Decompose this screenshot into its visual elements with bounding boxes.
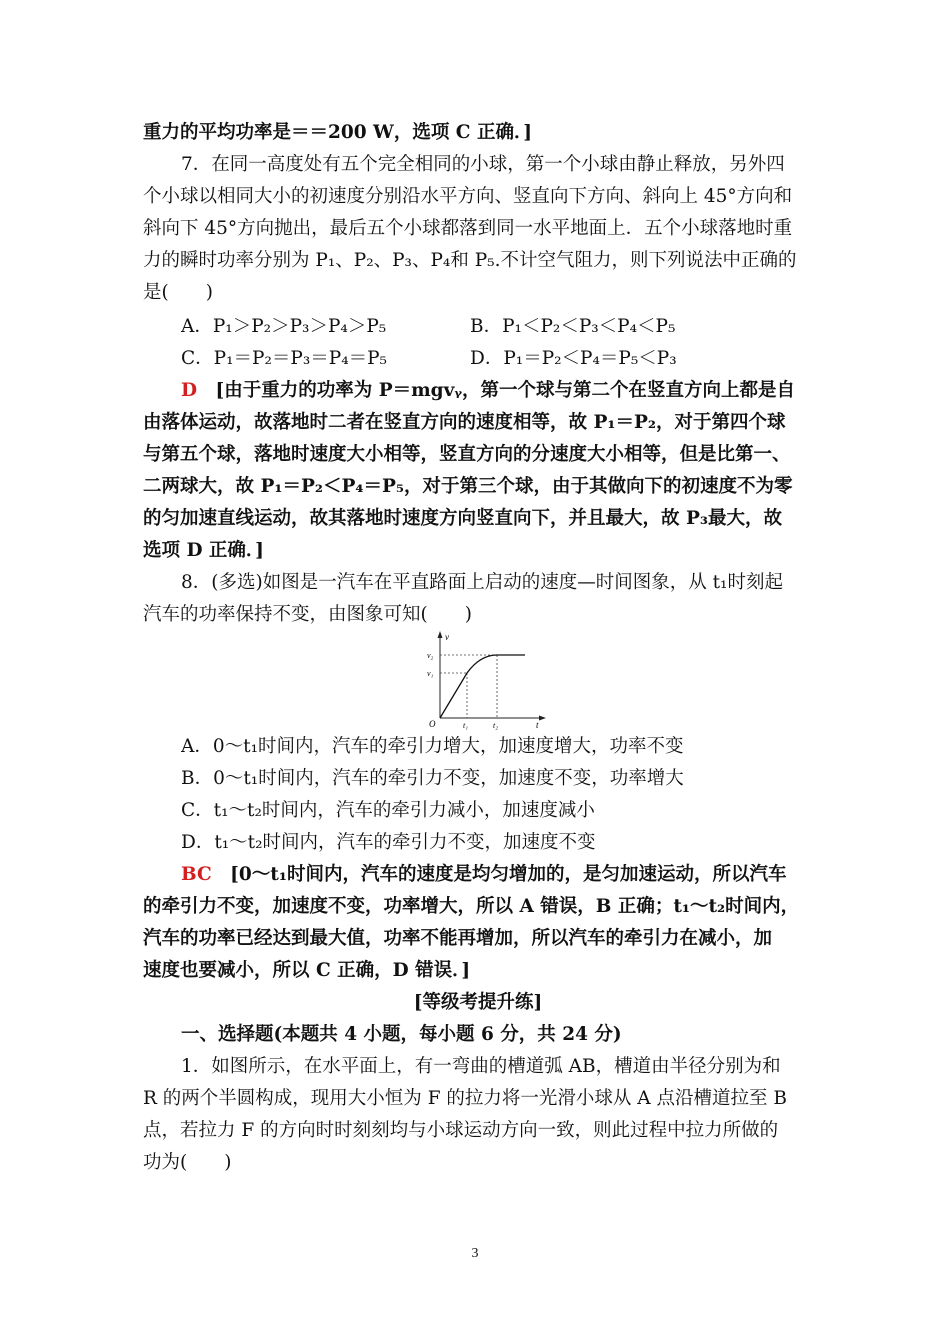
q8-stem-line: 汽车的功率保持不变，由图象可知( ) bbox=[143, 604, 472, 625]
t2-label: t₂ bbox=[493, 721, 499, 730]
q7-stem-line: 个小球以相同大小的初速度分别沿水平方向、竖直向下方向、斜向上 45°方向和 bbox=[143, 186, 793, 207]
q1-stem-line: 点，若拉力 F 的方向时时刻刻均与小球运动方向一致，则此过程中拉力所做的 bbox=[143, 1120, 779, 1141]
q7-option-a: A．P₁＞P₂＞P₃＞P₄＞P₅ bbox=[181, 316, 387, 337]
q7-answer-line bbox=[181, 376, 813, 406]
v2-label: v₂ bbox=[427, 651, 434, 660]
q7-option-c: C．P₁＝P₂＝P₃＝P₄＝P₅ bbox=[181, 348, 387, 369]
v-axis-label: v bbox=[445, 632, 449, 642]
q7-option-b: B．P₁＜P₂＜P₃＜P₄＜P₅ bbox=[470, 316, 676, 337]
t-axis-label: t bbox=[536, 720, 539, 730]
q1-stem-line: R 的两个半圆构成，现用大小恒为 F 的拉力将一光滑小球从 A 点沿槽道拉至 B bbox=[143, 1088, 788, 1109]
q7-stem-line: 斜向下 45°方向抛出，最后五个小球都落到同一水平地面上．五个小球落地时重 bbox=[143, 218, 793, 239]
t1-label: t₁ bbox=[463, 721, 469, 730]
q7-option-d: D．P₁＝P₂＜P₄＝P₅＜P₃ bbox=[470, 348, 677, 369]
q7-stem-line: 是( ) bbox=[143, 282, 213, 303]
q8-explanation-text: [0～t₁时间内，汽车的速度是均匀增加的，是匀加速运动，所以汽车 bbox=[230, 864, 787, 885]
v1-label: v₁ bbox=[427, 669, 434, 678]
q7-stem-line: 力的瞬时功率分别为 P₁、P₂、P₃、P₄和 P₅.不计空气阻力，则下列说法中正确的 bbox=[143, 250, 797, 271]
q1-stem-line: 功为( ) bbox=[143, 1152, 232, 1173]
q8-answer-label: BC bbox=[181, 864, 212, 885]
q8-option-b: B．0～t₁时间内，汽车的牵引力不变，加速度不变，功率增大 bbox=[181, 768, 684, 789]
q8-stem-line: 8．(多选)如图是一汽车在平直路面上启动的速度—时间图象，从 t₁时刻起 bbox=[181, 572, 783, 593]
velocity-time-graph bbox=[425, 628, 550, 730]
q7-explanation-line: 与第五个球，落地时速度大小相等，竖直方向的分速度大小相等，但是比第一、 bbox=[143, 444, 791, 465]
q7-explanation-line: 由落体运动，故落地时二者在竖直方向的速度相等，故 P₁＝P₂，对于第四个球 bbox=[143, 412, 786, 433]
q8-explanation-line: 速度也要减小，所以 C 正确，D 错误．] bbox=[143, 960, 471, 981]
q7-options-row bbox=[181, 312, 813, 342]
q8-option-c: C．t₁～t₂时间内，汽车的牵引力减小，加速度减小 bbox=[181, 800, 595, 821]
origin-label: O bbox=[429, 719, 436, 729]
velocity-curve bbox=[440, 655, 525, 718]
q7-answer-label: D bbox=[181, 380, 198, 401]
section-heading: 一、选择题(本题共 4 小题，每小题 6 分，共 24 分) bbox=[181, 1024, 622, 1045]
page-number: 3 bbox=[471, 1246, 479, 1261]
q8-option-a: A．0～t₁时间内，汽车的牵引力增大，加速度增大，功率不变 bbox=[181, 736, 684, 757]
q7-explanation-line: 选项 D 正确．] bbox=[143, 540, 264, 561]
q7-stem-line: 7．在同一高度处有五个完全相同的小球，第一个小球由静止释放，另外四 bbox=[181, 154, 785, 175]
q8-explanation-line: 的牵引力不变，加速度不变，功率增大，所以 A 错误，B 正确；t₁～t₂时间内， bbox=[143, 896, 800, 917]
q1-stem-line: 1．如图所示，在水平面上，有一弯曲的槽道弧 AB，槽道由半径分别为和 bbox=[181, 1056, 781, 1077]
q7-options-row bbox=[181, 344, 813, 374]
q7-explanation-line: 的匀加速直线运动，故其落地时速度方向竖直向下，并且最大，故 P₃最大，故 bbox=[143, 508, 782, 529]
q8-answer-line bbox=[181, 860, 813, 890]
q8-option-d: D．t₁～t₂时间内，汽车的牵引力不变，加速度不变 bbox=[181, 832, 596, 853]
v-axis-arrow bbox=[438, 631, 443, 638]
q7-explanation-line: 二两球大，故 P₁＝P₂＜P₄＝P₅，对于第三个球，由于其做向下的初速度不为零 bbox=[143, 476, 793, 497]
t-axis-arrow bbox=[539, 716, 546, 721]
section-title: [等级考提升练] bbox=[413, 992, 543, 1013]
q8-explanation-line: 汽车的功率已经达到最大值，功率不能再增加，所以汽车的牵引力在减小，加 bbox=[143, 928, 773, 949]
prev-answer-tail: 重力的平均功率是＝＝200 W，选项 C 正确．] bbox=[143, 122, 532, 143]
q7-explanation-text: [由于重力的功率为 P＝mgvᵧ，第一个球与第二个在竖直方向上都是自 bbox=[215, 380, 796, 401]
